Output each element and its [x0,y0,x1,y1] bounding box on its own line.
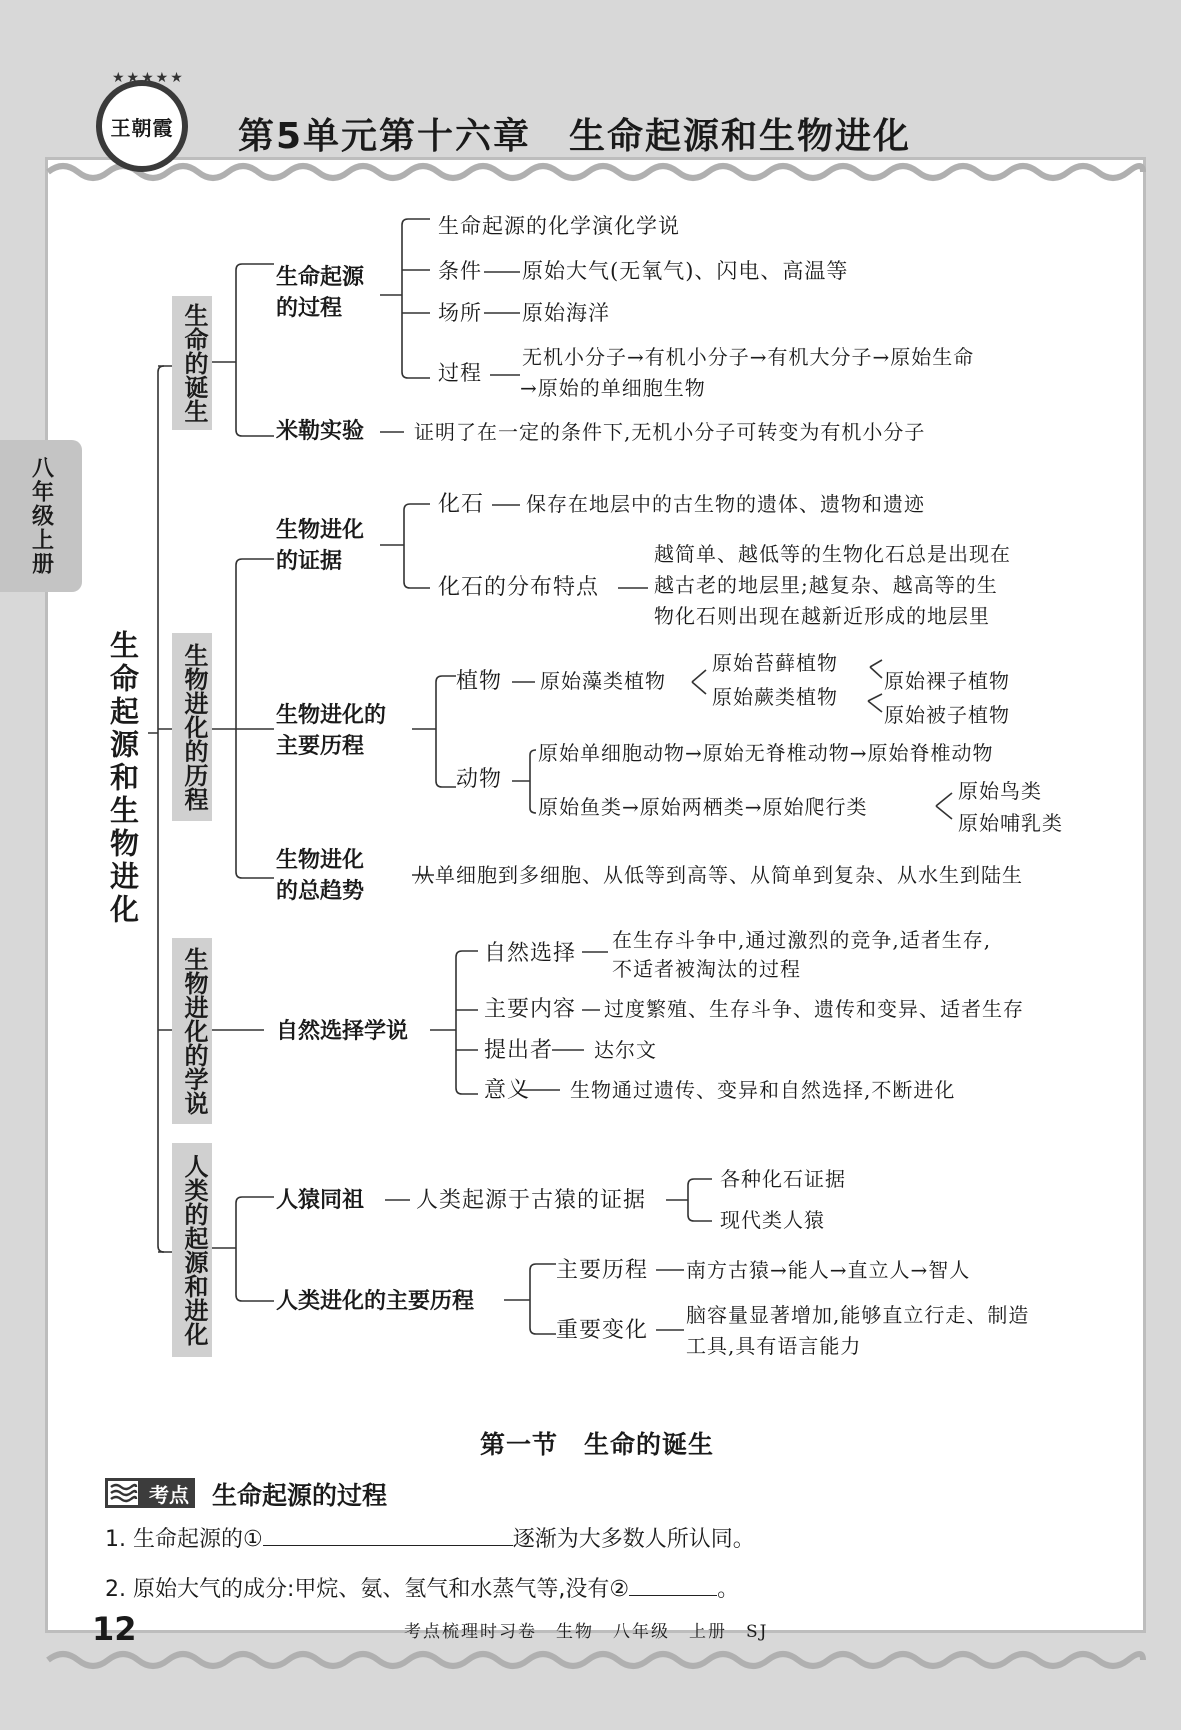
question-2 [105,1573,739,1606]
grade-side-tab: 八年级上册 [0,440,82,592]
leaf-meaning-text: 生物通过遗传、变异和自然选择,不断进化 [570,1078,956,1102]
leaf-meaning-label: 意义 [484,1078,531,1103]
waves-icon [108,1481,138,1505]
leaf-fossil-dist-line1: 越简单、越低等的生物化石总是出现在 [654,542,1011,566]
leaf-content-label: 主要内容 [484,997,577,1022]
mindmap-root: 生命起源和生物进化 [106,630,140,927]
leaf-animal-line2: 原始鱼类→原始两栖类→原始爬行类 [538,795,868,819]
leaf-ancestor-evidence-apes: 现代类人猿 [720,1208,825,1232]
node-origin-process: 生命起源的过程 [276,265,365,321]
leaf-plant-moss: 原始苔藓植物 [712,651,838,675]
leaf-course-label: 主要历程 [556,1258,649,1283]
leaf-plant-algae: 原始藻类植物 [540,669,666,693]
node-trend: 生物进化的总趋势 [276,848,365,904]
leaf-animal-mammal: 原始哺乳类 [958,811,1063,835]
leaf-plant-gymno: 原始裸子植物 [884,669,1010,693]
logo-stars-icon: ★★★★★ [112,70,185,86]
footer-text: 考点梳理时习卷 生物 八年级 上册 SJ [404,1622,769,1642]
leaf-plant-label: 植物 [456,669,503,694]
leaf-animal-line1: 原始单细胞动物→原始无脊椎动物→原始脊椎动物 [538,741,994,765]
leaf-process-line1: 无机小分子→有机小分子→有机大分子→原始生命 [522,345,975,369]
question-2-prefix: 2. 原始大气的成分:甲烷、氨、氢气和水蒸气等,没有② [105,1577,630,1602]
leaf-trend-text: 从单细胞到多细胞、从低等到高等、从简单到复杂、从水生到陆生 [414,863,1023,887]
leaf-miller-text: 证明了在一定的条件下,无机小分子可转变为有机小分子 [414,420,926,444]
node-common-ancestor: 人猿同祖 [276,1188,365,1213]
leaf-process-line2: →原始的单细胞生物 [520,376,706,400]
leaf-change-line1: 脑容量显著增加,能够直立行走、制造 [686,1303,1030,1327]
leaf-plant-fern: 原始蕨类植物 [712,685,838,709]
section-label-theory: 生物进化的学说 [172,938,212,1124]
node-natural-selection-theory: 自然选择学说 [276,1019,409,1044]
section-label-birth: 生命的诞生 [172,296,212,430]
kaodian-tag: 考点 [105,1478,195,1508]
leaf-fossil-dist-line2: 越古老的地层里;越复杂、越高等的生 [654,573,998,597]
leaf-proposer-text: 达尔文 [594,1038,657,1062]
leaf-chemical-theory: 生命起源的化学演化学说 [438,214,680,238]
section-title: 第一节 生命的诞生 [480,1430,715,1459]
leaf-fossil-text: 保存在地层中的古生物的遗体、遗物和遗迹 [526,492,925,516]
leaf-fossil-dist-label: 化石的分布特点 [438,575,600,600]
leaf-natural-line1: 在生存斗争中,通过激烈的竞争,适者生存, [612,928,992,952]
leaf-change-label: 重要变化 [556,1318,649,1343]
leaf-condition-text: 原始大气(无氧气)、闪电、高温等 [522,259,849,283]
logo-text: 王朝霞 [110,115,174,140]
leaf-plant-angio: 原始被子植物 [884,703,1010,727]
leaf-content-text: 过度繁殖、生存斗争、遗传和变异、适者生存 [604,997,1024,1021]
section-label-course: 生物进化的历程 [172,633,212,821]
leaf-change-line2: 工具,具有语言能力 [686,1334,862,1358]
leaf-place-label: 场所 [438,301,482,325]
answer-blank-2[interactable] [629,1573,717,1596]
leaf-place-text: 原始海洋 [522,301,610,325]
leaf-ancestor-text: 人类起源于古猿的证据 [416,1188,647,1213]
question-2-suffix: 。 [717,1577,740,1602]
leaf-fossil-label: 化石 [438,492,485,517]
leaf-animal-label: 动物 [456,767,503,792]
leaf-natural-line2: 不适者被淘汰的过程 [612,957,801,981]
node-evidence: 生物进化的证据 [276,518,365,574]
chapter-title: 第5单元第十六章 生命起源和生物进化 [238,116,912,157]
leaf-condition-label: 条件 [438,259,482,283]
leaf-animal-bird: 原始鸟类 [958,779,1042,803]
leaf-proposer-label: 提出者 [484,1038,554,1063]
node-main-course: 生物进化的主要历程 [276,703,387,759]
section-label-human: 人类的起源和进化 [172,1143,212,1357]
answer-blank-1[interactable] [263,1523,513,1546]
page-number: 12 [92,1610,137,1648]
kaodian-title: 生命起源的过程 [212,1481,388,1510]
node-human-course: 人类进化的主要历程 [276,1289,475,1314]
node-miller: 米勒实验 [276,419,365,444]
leaf-course-text: 南方古猿→能人→直立人→智人 [686,1258,971,1282]
leaf-ancestor-evidence-fossil: 各种化石证据 [720,1167,846,1191]
leaf-natural-label: 自然选择 [484,941,577,966]
question-1-suffix: 逐渐为大多数人所认同。 [512,1527,755,1552]
leaf-fossil-dist-line3: 物化石则出现在越新近形成的地层里 [654,604,990,628]
leaf-process-label: 过程 [438,361,482,385]
question-1 [105,1523,755,1556]
question-1-prefix: 1. 生命起源的① [105,1527,263,1552]
